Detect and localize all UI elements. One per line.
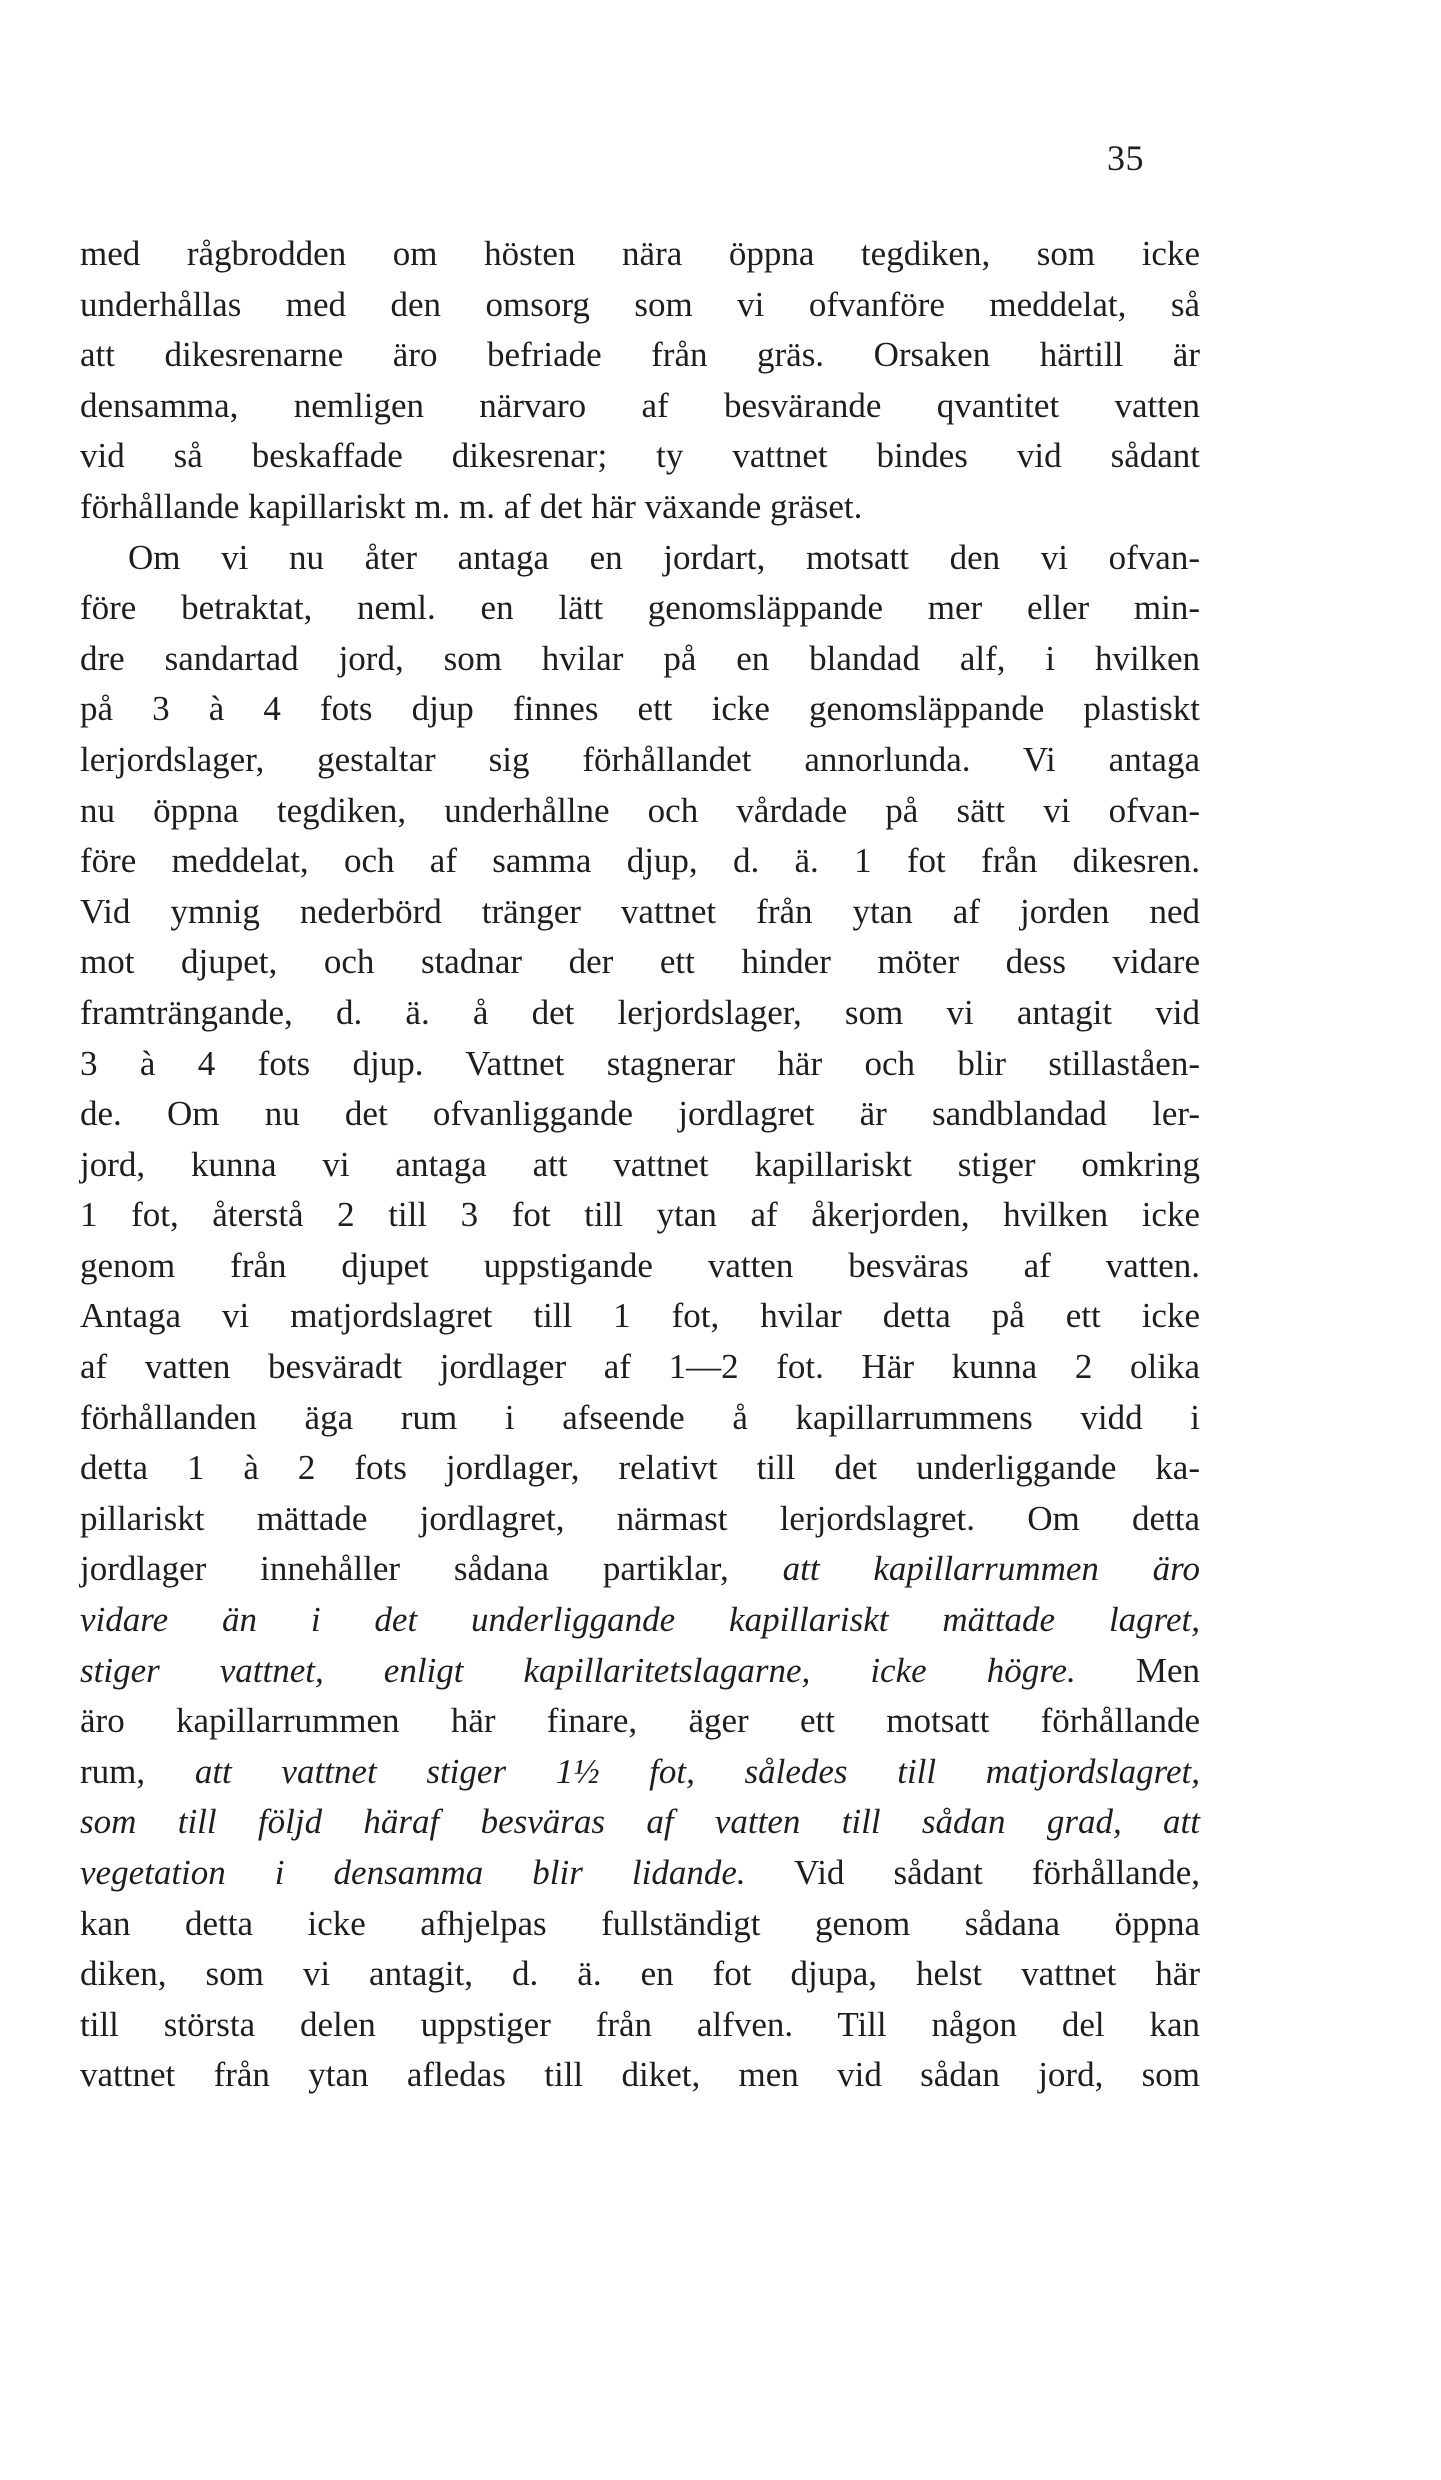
text-line xyxy=(80,280,1200,331)
text-segment: de. Om nu det ofvanliggande jordlagret är sandblandad ler- xyxy=(80,1094,1200,1134)
text-segment: jord, kunna vi antaga att vattnet kapillariskt stiger omkring xyxy=(80,1144,1200,1184)
text-line xyxy=(80,1089,1200,1140)
text-segment: med rågbrodden om hösten nära öppna tegdiken, som icke xyxy=(80,234,1200,273)
text-segment: rum, xyxy=(80,1751,195,1791)
text-line xyxy=(80,1747,1200,1798)
text-line xyxy=(80,735,1200,786)
text-segment: 1 fot, återstå 2 till 3 fot till ytan af åkerjorden, hvilken icke xyxy=(80,1195,1200,1235)
italic-text: att kapillarrummen äro xyxy=(782,1549,1200,1589)
text-line xyxy=(80,330,1200,381)
body-text xyxy=(80,229,1200,2101)
text-line xyxy=(80,583,1200,634)
page-number: 35 xyxy=(1107,138,1144,178)
text-line xyxy=(80,1241,1200,1292)
text-line xyxy=(80,1646,1200,1697)
text-segment: detta 1 à 2 fots jordlager, relativt till det underliggande ka- xyxy=(80,1448,1200,1488)
text-segment: dre sandartad jord, som hvilar på en blandad alf, i hvilken xyxy=(80,638,1200,678)
text-segment: före meddelat, och af samma djup, d. ä. 1 fot från dikesren. xyxy=(80,841,1200,881)
text-line xyxy=(80,1140,1200,1191)
italic-text: stiger vattnet, enligt kapillaritetslagarne, icke högre. xyxy=(80,1650,1076,1690)
text-line xyxy=(80,2000,1200,2051)
italic-text: vegetation i densamma blir lidande. xyxy=(80,1853,746,1892)
text-segment: lerjordslager, gestaltar sig förhållandet annorlunda. Vi antaga xyxy=(80,739,1200,779)
text-segment: Om vi nu åter antaga en jordart, motsatt den vi ofvan- xyxy=(128,537,1200,577)
text-segment: densamma, nemligen närvaro af besvärande qvantitet vatten xyxy=(80,385,1200,425)
text-segment: förhållande kapillariskt m. m. af det här växande gräset. xyxy=(80,486,863,526)
text-line xyxy=(80,684,1200,735)
text-line xyxy=(80,482,1200,533)
italic-text: som till följd häraf besväras af vatten till sådan grad, att xyxy=(80,1802,1200,1842)
text-segment: af vatten besväradt jordlager af 1—2 fot. Här kunna 2 olika xyxy=(80,1347,1200,1387)
text-line xyxy=(80,1039,1200,1090)
text-line xyxy=(80,1342,1200,1393)
text-line xyxy=(80,381,1200,432)
text-segment: vattnet från ytan afledas till diket, men vid sådan jord, som xyxy=(80,2055,1200,2095)
text-segment: jordlager innehåller sådana partiklar, xyxy=(80,1549,783,1589)
text-segment: förhållanden äga rum i afseende å kapillarrummens vidd i xyxy=(80,1397,1200,1437)
text-line xyxy=(80,887,1200,938)
text-line xyxy=(80,1291,1200,1342)
text-segment: underhållas med den omsorg som vi ofvanföre meddelat, så xyxy=(80,284,1200,324)
text-line xyxy=(80,1899,1200,1950)
text-segment: Vid ymnig nederbörd tränger vattnet från ytan af jorden ned xyxy=(80,891,1200,931)
text-line xyxy=(80,1443,1200,1494)
text-line xyxy=(80,533,1200,584)
text-segment: kan detta icke afhjelpas fullständigt genom sådana öppna xyxy=(80,1903,1200,1943)
text-segment: diken, som vi antagit, d. ä. en fot djupa, helst vattnet här xyxy=(80,1954,1200,1994)
text-segment: genom från djupet uppstigande vatten besväras af vatten. xyxy=(80,1245,1200,1285)
text-segment: mot djupet, och stadnar der ett hinder möter dess vidare xyxy=(80,942,1200,982)
text-segment: till största delen uppstiger från alfven. Till någon del kan xyxy=(80,2004,1200,2044)
text-segment: 3 à 4 fots djup. Vattnet stagnerar här och blir stillaståen- xyxy=(80,1043,1200,1083)
text-segment: Men xyxy=(1075,1650,1200,1690)
text-segment: äro kapillarrummen här finare, äger ett motsatt förhållande xyxy=(80,1701,1200,1741)
text-line xyxy=(80,988,1200,1039)
text-line xyxy=(80,1797,1200,1848)
text-line xyxy=(80,836,1200,887)
text-line xyxy=(80,1848,1200,1899)
text-segment: Antaga vi matjordslagret till 1 fot, hvilar detta på ett icke xyxy=(80,1296,1200,1336)
text-segment: nu öppna tegdiken, underhållne och vårdade på sätt vi ofvan- xyxy=(80,790,1200,830)
italic-text: att vattnet stiger 1½ fot, således till matjordslagret, xyxy=(194,1751,1201,1791)
text-line xyxy=(80,1393,1200,1444)
text-line xyxy=(80,2050,1200,2101)
text-line xyxy=(80,1494,1200,1545)
italic-text: vidare än i det underliggande kapillariskt mättade lagret, xyxy=(80,1600,1200,1640)
text-segment: Vid sådant förhållande, xyxy=(745,1853,1200,1892)
text-segment: på 3 à 4 fots djup finnes ett icke genomsläppande plastiskt xyxy=(80,689,1200,729)
text-line xyxy=(80,1949,1200,2000)
text-segment: framträngande, d. ä. å det lerjordslager, som vi antagit vid xyxy=(80,992,1200,1032)
text-segment: vid så beskaffade dikesrenar; ty vattnet bindes vid sådant xyxy=(80,436,1200,476)
text-line xyxy=(80,1190,1200,1241)
text-line xyxy=(80,1544,1200,1595)
text-line xyxy=(80,1696,1200,1747)
text-segment: före betraktat, neml. en lätt genomsläppande mer eller min- xyxy=(80,588,1200,628)
text-segment: att dikesrenarne äro befriade från gräs. Orsaken härtill är xyxy=(80,335,1200,375)
text-line xyxy=(80,937,1200,988)
text-line xyxy=(80,1595,1200,1646)
text-line xyxy=(80,786,1200,837)
text-line xyxy=(80,431,1200,482)
text-line xyxy=(80,634,1200,685)
text-line xyxy=(80,229,1200,280)
text-segment: pillariskt mättade jordlagret, närmast lerjordslagret. Om detta xyxy=(80,1498,1200,1538)
